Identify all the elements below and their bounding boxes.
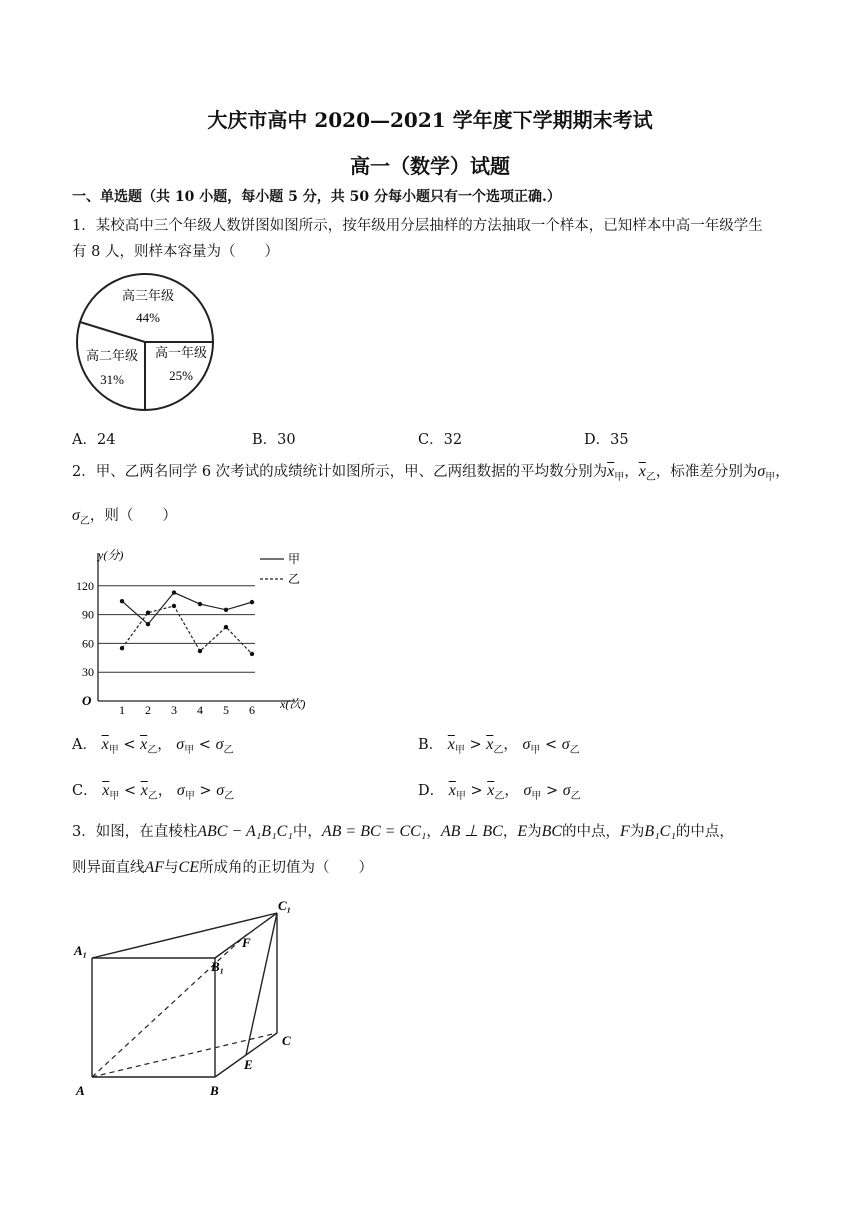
q1-option-b[interactable]: B．30	[252, 432, 296, 448]
q2-text-line1: 2．甲、乙两名同学 6 次考试的成绩统计如图所示，甲、乙两组数据的平均数分别为$\overline{x}_甲$，$\overline{x}_乙$，标准差分别为$\sigma_甲$，	[72, 463, 790, 483]
series-jia-line	[122, 593, 252, 625]
q2-xlabel: x(次)	[280, 697, 306, 711]
label-E: E	[244, 1057, 253, 1072]
q2-x-tick-label: 1	[119, 703, 125, 715]
label-C1: C₁	[278, 898, 292, 913]
pie-pct-senior2: 31%	[100, 372, 124, 387]
q2-option-c[interactable]: C． $\overline{x}_甲 < \overline{x}_乙$， $\sigma_甲 > \sigma_乙$	[72, 782, 235, 802]
q2-option-b[interactable]: B． $\overline{x}_甲 > \overline{x}_乙$， $\sigma_甲 < \sigma_乙$	[418, 736, 580, 756]
label-B1: B₁	[211, 959, 225, 974]
q2-x-tick-label: 6	[249, 703, 255, 715]
label-A1: A₁	[74, 943, 88, 958]
q2-line-chart	[70, 545, 320, 715]
q2-ylabel: y(分)	[98, 548, 124, 562]
pie-pct-senior3: 44%	[136, 310, 160, 325]
exam-subtitle: 高一（数学）试题	[350, 154, 510, 178]
pie-label-senior1: 高一年级	[154, 345, 208, 360]
pie-label-senior2: 高二年级	[85, 348, 139, 363]
q3-prism-figure	[70, 895, 310, 1105]
series-jia-point	[224, 608, 228, 612]
q2-x-tick-label: 4	[197, 703, 203, 715]
q1-pie-chart	[70, 272, 230, 422]
exam-title: 大庆市高中 2020—2021 学年度下学期期末考试	[207, 108, 653, 132]
series-yi-point	[224, 625, 228, 629]
series-yi-point	[172, 604, 176, 608]
q3-text-line1: 3．如图，在直棱柱ABC − A₁B₁C₁中，AB = BC = CC₁，AB ⊥ BC，E为BC的中点，F为B₁C₁的中点，	[72, 823, 734, 840]
series-yi-point	[198, 649, 202, 653]
series-yi-point	[250, 652, 254, 656]
q2-y-tick-label: 30	[82, 665, 94, 680]
label-B: B	[210, 1083, 219, 1098]
q2-text-line2: $\sigma_乙$，则（ ）	[72, 507, 177, 527]
q2-option-a[interactable]: A． $\overline{x}_甲 < \overline{x}_乙$， $\sigma_甲 < \sigma_乙$	[72, 736, 234, 756]
q2-y-tick-label: 90	[82, 607, 94, 622]
label-C: C	[282, 1033, 291, 1048]
series-yi-point	[120, 646, 124, 650]
q1-text-line1: 1．某校高中三个年级人数饼图如图所示，按年级用分层抽样的方法抽取一个样本，已知样本中高一年级学生	[72, 218, 763, 234]
q1-option-a[interactable]: A．24	[72, 432, 116, 448]
q2-y-tick-label: 120	[76, 578, 94, 593]
q3-text-line2: 则异面直线AF与CE所成角的正切值为（ ）	[72, 859, 373, 876]
q2-option-d[interactable]: D． $\overline{x}_甲 > \overline{x}_乙$， $\sigma_甲 > \sigma_乙$	[418, 782, 581, 802]
series-jia-point	[172, 590, 176, 594]
label-A: A	[76, 1083, 85, 1098]
series-jia-point	[198, 602, 202, 606]
series-jia-point	[120, 599, 124, 603]
hidden-AF	[92, 935, 246, 1077]
pie-pct-senior1: 25%	[169, 368, 193, 383]
series-jia-point	[146, 622, 150, 626]
q2-origin: O	[82, 693, 92, 708]
q2-y-tick-label: 60	[82, 636, 94, 651]
q2-x-tick-label: 5	[223, 703, 229, 715]
legend-jia-label: 甲	[288, 552, 301, 566]
q1-text-line2: 有 8 人，则样本容量为（ ）	[72, 244, 279, 260]
q2-x-tick-label: 2	[145, 703, 151, 715]
label-F: F	[242, 935, 251, 950]
series-jia-point	[250, 600, 254, 604]
legend-yi-label: 乙	[288, 572, 301, 586]
series-yi-point	[146, 610, 150, 614]
q2-x-tick-label: 3	[171, 703, 177, 715]
q1-option-d[interactable]: D．35	[584, 432, 629, 448]
q1-option-c[interactable]: C．32	[418, 432, 463, 448]
series-yi-line	[122, 606, 252, 654]
pie-label-senior3: 高三年级	[121, 288, 175, 303]
section-heading: 一、单选题（共 10 小题，每小题 5 分，共 50 分每小题只有一个选项正确.）	[72, 189, 561, 205]
